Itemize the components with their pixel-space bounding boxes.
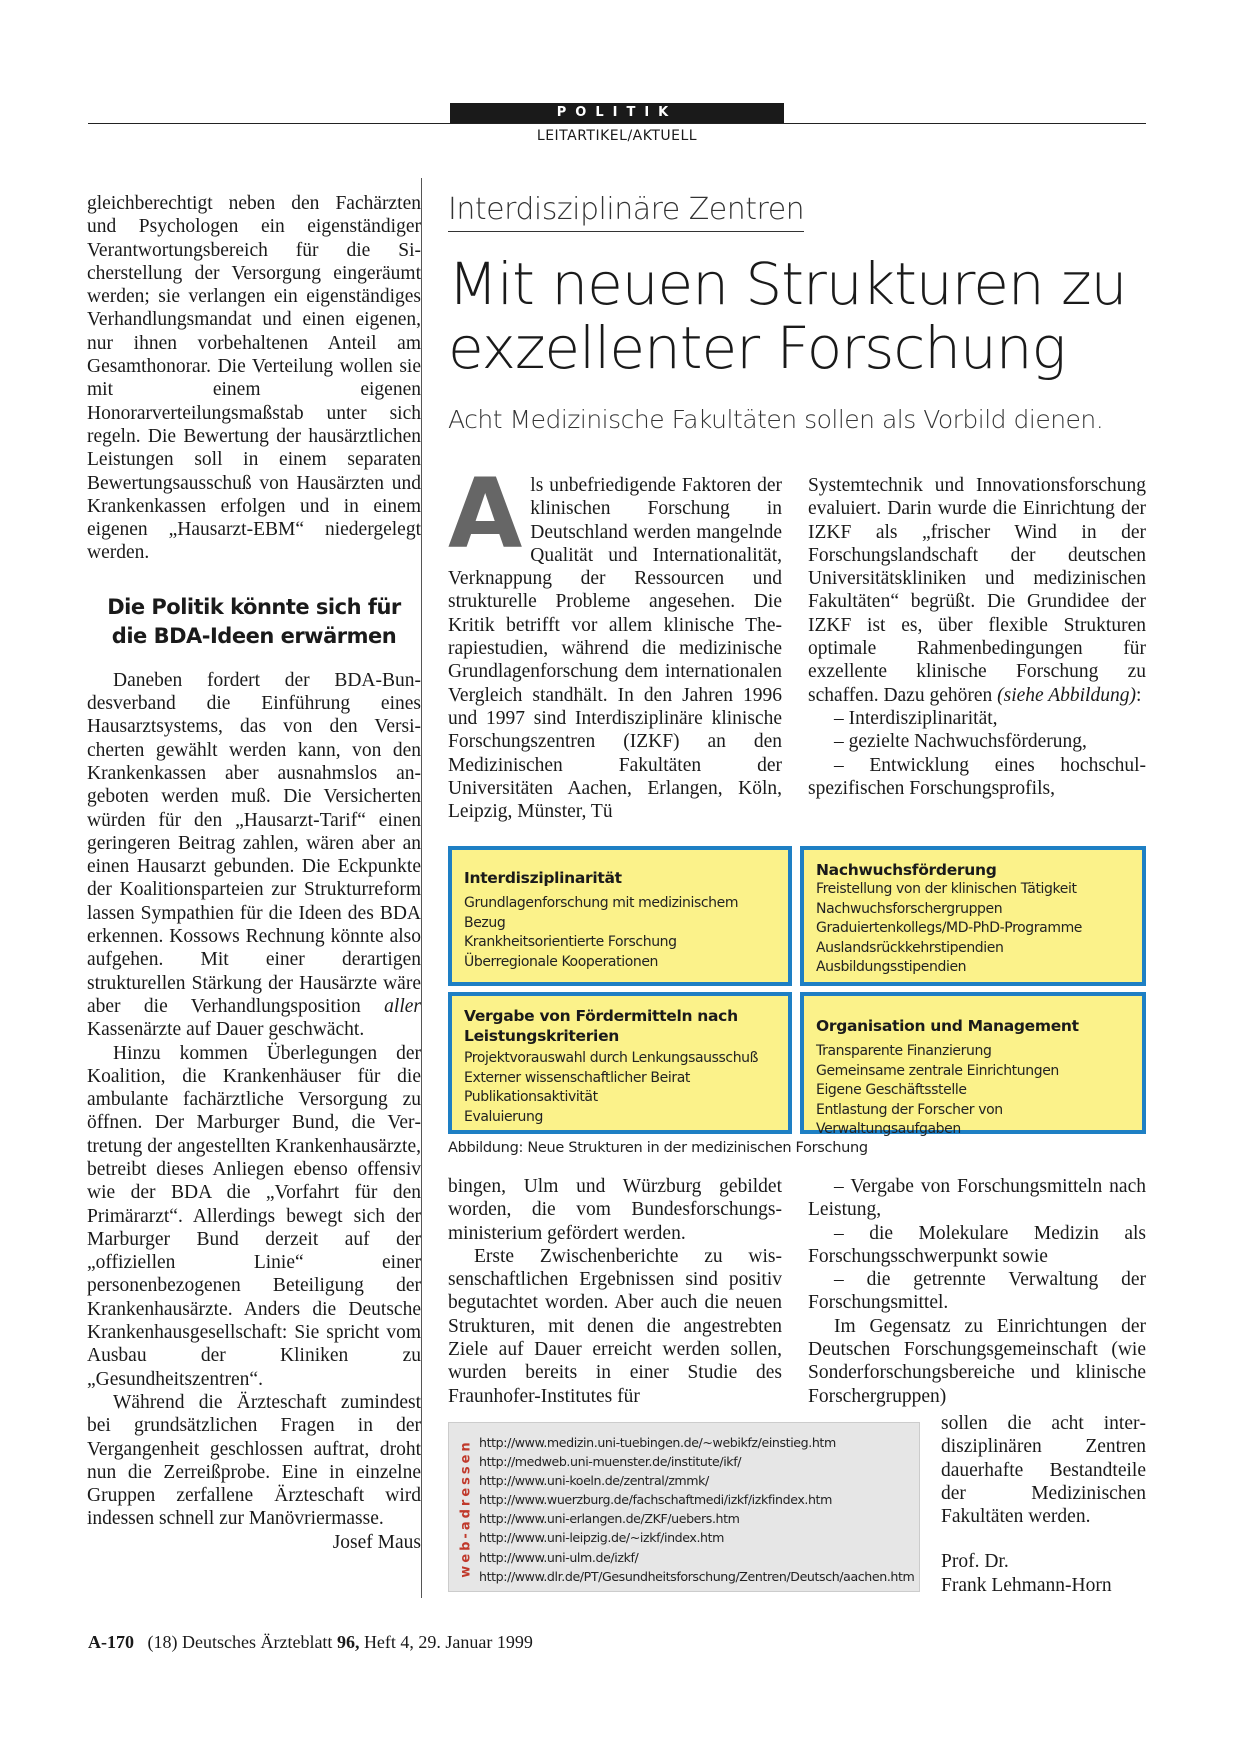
box-item: Überregionale Kooperationen [464,953,659,970]
emphasis: aller [384,995,421,1017]
figure-box-nachwuchsfoerderung [800,846,1146,986]
right-column-end [941,1412,1146,1597]
url-link[interactable]: http://www.uni-ulm.de/izkf/ [479,1549,639,1565]
right-paragraph-1-text: Systemtechnik und Innovationsforschung evaluiert. Darin wurde die Einrichtung der IZKF als „frischer Wind in der Forschungslandschaft der deutschen Universitätskliniken und medizinischen Fakultäten“ begrüßt. Die Grundidee der IZKF ist es, über flexible Strukturen optimale Rahmenbedingungen für exzellente klinische Forschung zu schaffen. Dazu gehören [808,475,1146,706]
box-item: Freistellung von der klinischen Tätigkeit [816,881,1077,897]
right-column [808,474,1146,800]
box-item: Nachwuchsforschergruppen [816,900,1003,917]
left-paragraph-4 [87,1391,421,1553]
figure-box-interdisziplinaritaet [448,846,792,986]
intro-text: ls unbefriedigende Faktoren der klinischen Forschung in Deutschland werden mangelnde Qualität und Internationalität, Verknappung der Ressourcen und strukturelle Probleme angesehen. Die Kritik betrifft vor allem klinische Therapiestudien, während die medizinische Grundlagenforschung dem internationalen Vergleich standhält. In den Jahren 1996 und 1997 sind Interdisziplinäre klinische Forschungszentren (IZKF) an den Medizinischen Fakultäten der Universitäten Aachen, Erlangen, Köln, Leipzig, Münster, Tü [448,475,782,823]
intro-paragraph [448,458,782,823]
page-footer [88,1632,533,1653]
right-paragraph-4: sollen die acht interdisziplinären Zentren dauerhafte Bestandteile der Medizinischen Fakultäten werden. [941,1413,1146,1528]
right-column-lower [808,1175,1146,1408]
url-link[interactable]: http://www.dlr.de/PT/Gesundheitsforschung/Zentren/Deutsch/aachen.htm [479,1568,915,1584]
web-addresses-label [453,1423,479,1593]
headline-line-2: exzellenter Forschung [448,314,1066,382]
box-title: Nachwuchsförderung [816,861,997,879]
article-kicker: Interdisziplinäre Zentren [448,192,804,232]
right-paragraph-3: Im Gegensatz zu Einrichtungen der Deutschen Forschungsgemeinschaft (wie Sonderforschungsbereiche und klinische Forschergruppen) [808,1315,1146,1407]
list-item: – die getrennte Verwaltung der Forschungsmittel. [808,1269,1146,1314]
box-item: Publikationsaktivität [464,1089,598,1105]
colon: : [1135,684,1142,706]
box-item: Auslandsrückkehrstipendien [816,939,1004,956]
box-item: Krankheitsorientierte Forschung [464,934,677,950]
list-item: – Entwicklung eines hochschulspezifischen Forschungsprofils, [808,754,1146,799]
left-paragraph-2 [87,669,421,1042]
middle-column [448,458,782,823]
subsection-label: LEITARTIKEL/AKTUELL [536,128,698,144]
left-paragraph-2-text: Daneben fordert der BDA-Bundesverband die Einführung eines Hausarztsystems, das von den Versicherten gewählt werden kann, von den Krankenkassen aber ausnahmslos angeboten werden muß. Die Versicherten würden für den „Hausarzt-Tarif“ einen geringeren Beitrag zahlen, wären aber an einen Hausarzt gebunden. Die Eckpunkte der Koalitionsparteien zur Strukturreform lassen Sympathien für die Ideen des BDA erkennen. Kossows Rechnung könnte also aufgehen. Mit einer derartigen strukturellen Stärkung der Hausärzte wäre aber die Verhandlungsposition [87,669,421,1017]
drop-cap: A [448,458,523,570]
subheadline: Die Politik könnte sich für die BDA-Ideen erwärmen [107,594,401,648]
middle-paragraph-3: Erste Zwischenberichte zu wissenschaftlichen Ergebnissen sind positiv begutachtet worden. Aber auch die neuen Strukturen, mit denen die angestrebten Ziele auf Dauer erreicht werden sollen, wurden bereits in einer Studie des Fraunhofer-Institutes für [448,1245,782,1407]
header-rule [88,123,1146,124]
web-addresses-box [448,1422,920,1592]
url-link[interactable]: http://medweb.uni-muenster.de/institute/ikf/ [479,1454,742,1470]
author-name: Frank Lehmann-Horn [941,1574,1112,1596]
list-item: – Vergabe von Forschungsmitteln nach Leistung, [808,1176,1146,1221]
figure-box-vergabe [448,992,792,1134]
url-link[interactable]: http://www.uni-koeln.de/zentral/zmmk/ [479,1473,709,1489]
journal-volume: 96, [336,1632,360,1652]
box-item: Eigene Geschäftsstelle [816,1082,967,1098]
left-paragraph-1: gleichberechtigt neben den Fachärzten und Psychologen ein eigenständiger Verantwortungsbereich für die Sicherstellung der Versorgung eingeräumt werden; sie verlangen ein eigenständiges Verhandlungsmandat und einen eigenen, nur ihnen vorbehaltenen Anteil am Gesamthonorar. Die Verteilung wollen sie mit einem eigenen Honorarverteilungsmaßstab unter sich regeln. Die Bewertung der hausärztlichen Leistungen soll in einem separaten Bewertungsausschuß von Hausärzten und Krankenkassen erfolgen und in einem eigenen „Hausarzt-EBM“ niedergelegt werden. [87,193,421,564]
list-item: – gezielte Nachwuchsförderung, [834,731,1087,753]
figure-reference: (siehe Abbildung) [997,684,1136,706]
left-paragraph-3: Hinzu kommen Überlegungen der Koalition, die Krankenhäuser für die ambulante fachärztliche Versorgung zu öffnen. Der Marburger Bund, die Vertretung der angestellten Krankenhausärzte, betreibt dieses Anliegen ebenso offensiv wie der BDA die „Vorfahrt für den Primärarzt“. Allerdings bewegt sich der Marburger Bund derzeit auf der „offiziellen Linie“ einer personenbezogenen Beteiligung der Krankenhausärzte. Anders die Deutsche Krankenhausgesellschaft: Sie spricht vom Ausbau der Kliniken zu „Gesundheitszentren“. [87,1042,421,1390]
headline-line-1: Mit neuen Strukturen zu [448,250,1127,318]
box-item: Transparente Finanzierung [816,1043,992,1059]
left-column [87,192,421,1554]
box-item: Entlastung der Forscher von Verwaltungsaufgaben [816,1101,1003,1137]
author-name: Josef Maus [332,1531,421,1553]
middle-paragraph-2: bingen, Ulm und Würzburg gebildet worden, die vom Bundesforschungsministerium gefördert werden. [448,1176,782,1244]
box-item: Graduiertenkollegs/MD-PhD-Programme [816,920,1083,936]
box-item: Ausbildungsstipendien [816,959,967,975]
page-number: A-170 [88,1632,134,1652]
figure-box-organisation [800,992,1146,1137]
url-link[interactable]: http://www.wuerzburg.de/fachschaftmedi/izkf/izkfindex.htm [479,1492,832,1508]
box-item: Evaluierung [464,1108,543,1125]
journal-issue: Heft 4, 29. Januar 1999 [363,1632,533,1652]
web-addresses-label-text: web-adressen [458,1438,474,1578]
box-item: Externer wissenschaftlicher Beirat [464,1069,690,1086]
box-title: Interdisziplinarität [464,869,622,887]
box-item: Projektvorauswahl durch Lenkungsausschuß [464,1050,759,1066]
figure-caption: Abbildung: Neue Strukturen in der medizinischen Forschung [448,1140,868,1156]
url-link[interactable]: http://www.uni-erlangen.de/ZKF/uebers.htm [479,1511,740,1527]
middle-column-lower [448,1175,782,1408]
journal-name: (18) Deutsches Ärzteblatt [147,1632,333,1652]
list-item: – Interdisziplinarität, [834,707,998,729]
list-item: – die Molekulare Medizin als Forschungsschwerpunkt sowie [808,1222,1146,1267]
author-title: Prof. Dr. [941,1551,1009,1573]
url-list [479,1433,914,1586]
left-paragraph-4-text: Während die Ärzteschaft zumindest bei grundsätzlichen Fragen in der Vergangenheit geschlossen auftrat, droht nun die Zerreißprobe. Eine in einzelne Gruppen zerfallene Ärzteschaft wird indessen schnell zur Manövriermasse. [87,1391,421,1530]
article-headline [448,252,1148,380]
box-title: Vergabe von Fördermitteln nach Leistungskriterien [464,1007,738,1045]
box-title: Organisation und Management [816,1017,1079,1035]
left-paragraph-2-end: Kassenärzte auf Dauer geschwächt. [87,1019,365,1041]
right-paragraph-1 [808,474,1146,707]
box-item: Grundlagenforschung mit medizinischem Bezug [464,895,739,931]
url-link[interactable]: http://www.uni-leipzig.de/~izkf/index.htm [479,1530,725,1546]
article-standfirst: Acht Medizinische Fakultäten sollen als Vorbild dienen. [448,405,1104,434]
column-divider [421,178,422,1598]
section-label: POLITIK [450,103,784,123]
url-link[interactable]: http://www.medizin.uni-tuebingen.de/~webikfz/einstieg.htm [479,1435,836,1450]
box-item: Gemeinsame zentrale Einrichtungen [816,1062,1059,1079]
